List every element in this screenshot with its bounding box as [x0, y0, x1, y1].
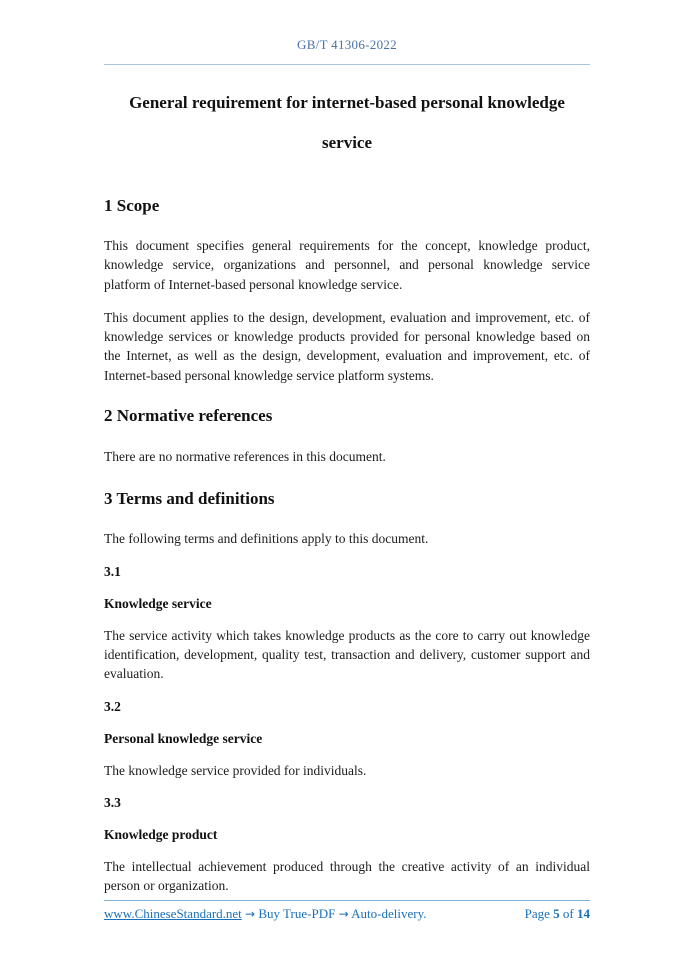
- term-entry: [104, 697, 590, 780]
- normative-references-paragraph: There are no normative references in this document.: [104, 449, 386, 465]
- standard-number: GB/T 41306-2022: [297, 37, 397, 52]
- terms-intro-paragraph: The following terms and definitions apply to this document.: [104, 531, 429, 547]
- footer-action-delivery: Auto-delivery.: [351, 906, 427, 921]
- term-name: Knowledge product: [104, 826, 218, 842]
- header-rule: [104, 64, 590, 65]
- term-definition: The knowledge service provided for individuals.: [104, 762, 367, 778]
- page-label: Page: [524, 906, 550, 921]
- of-label: of: [562, 906, 574, 921]
- total-page-number: 14: [577, 906, 590, 921]
- arrow-right-icon: →: [338, 907, 349, 921]
- term-name: Knowledge service: [104, 595, 212, 611]
- normative-references-heading: 2 Normative references: [104, 406, 273, 426]
- footer-link[interactable]: www.ChineseStandard.net: [104, 906, 242, 921]
- scope-paragraph-2: This document applies to the design, development, evaluation and improvement, etc. of knowledge services or knowledge products provided for personal knowledge based on the Internet, as well as the design, development, evaluation and improvement, etc. of Internet-based personal knowledge service platform systems.: [104, 309, 590, 383]
- terms-definitions-heading: 3 Terms and definitions: [104, 489, 275, 509]
- term-name: Personal knowledge service: [104, 730, 263, 746]
- current-page-number: 5: [553, 906, 560, 921]
- term-definition: The intellectual achievement produced through the creative activity of an individual person or organization.: [104, 858, 590, 894]
- footer-promo-line: [104, 906, 427, 922]
- footer-action-buy: Buy True-PDF: [258, 906, 336, 921]
- term-number: 3.3: [104, 794, 121, 810]
- page-footer: [104, 900, 590, 922]
- term-definition: The service activity which takes knowledge products as the core to carry out knowledge identification, development, quality test, transaction and delivery, customer support and evaluation.: [104, 627, 590, 682]
- page-indicator: [525, 906, 590, 922]
- term-entry: [104, 793, 590, 896]
- term-entry: [104, 562, 590, 684]
- document-title: [104, 83, 590, 163]
- term-number: 3.1: [104, 563, 121, 579]
- scope-heading: 1 Scope: [104, 196, 160, 215]
- document-title-line1: General requirement for internet-based personal knowledge: [129, 93, 565, 112]
- arrow-right-icon: →: [245, 907, 256, 921]
- scope-paragraph-1: This document specifies general requirements for the concept, knowledge product, knowledge service, organizations and personnel, and personal knowledge service platform of Internet-based personal knowledge service.: [104, 238, 590, 292]
- document-title-line2: service: [321, 133, 373, 152]
- term-number: 3.2: [104, 698, 121, 714]
